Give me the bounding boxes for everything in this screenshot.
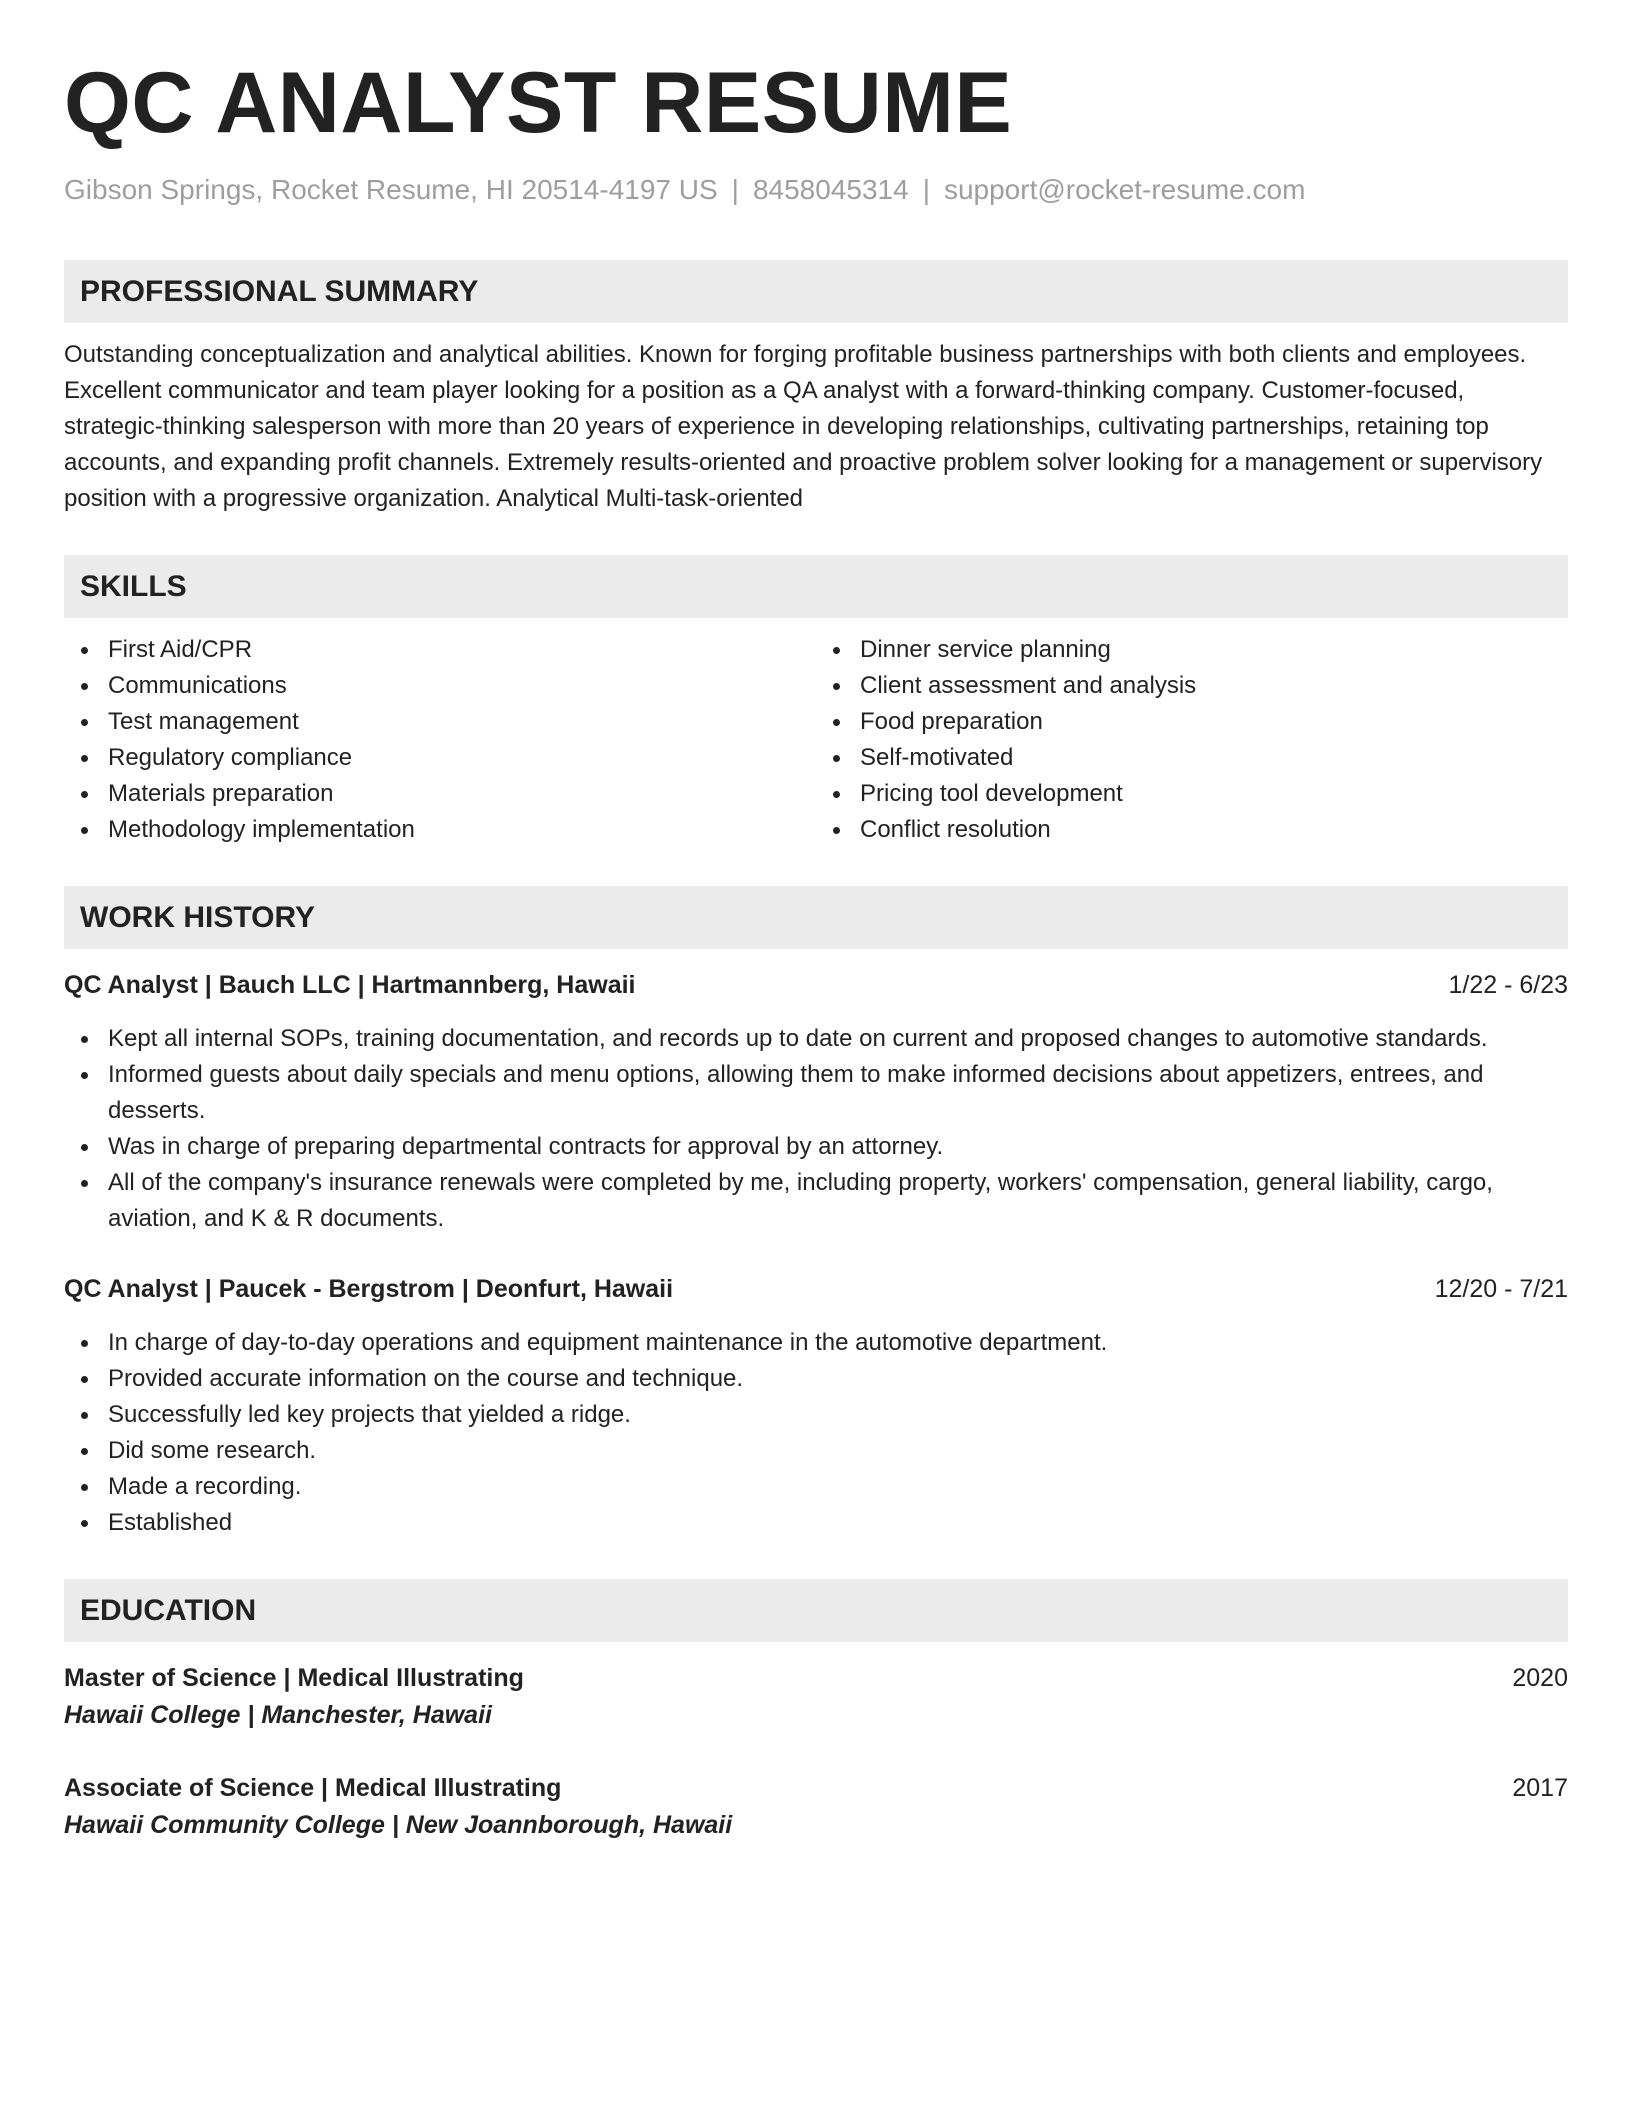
job-header: [64, 1271, 1568, 1307]
education-year: 2020: [1512, 1664, 1568, 1692]
skill-item: First Aid/CPR: [64, 632, 816, 668]
contact-email: support@rocket-resume.com: [943, 174, 1306, 205]
education-degree: Associate of Science | Medical Illustrating: [64, 1774, 562, 1802]
section-heading-summary: PROFESSIONAL SUMMARY: [64, 260, 1568, 323]
job-duty: In charge of day-to-day operations and equipment maintenance in the automotive department.: [64, 1325, 1568, 1361]
job-duty: Provided accurate information on the course and technique.: [64, 1361, 1568, 1397]
job-duty: Kept all internal SOPs, training documentation, and records up to date on current and proposed changes to automotive standards.: [64, 1021, 1568, 1057]
job-duty: Made a recording.: [64, 1469, 1568, 1505]
education-entry: [64, 1660, 1568, 1734]
job-title: QC Analyst | Paucek - Bergstrom | Deonfurt, Hawaii: [64, 1275, 674, 1303]
skill-item: Methodology implementation: [64, 812, 816, 848]
job-entry: [64, 1271, 1568, 1541]
skill-item: Materials preparation: [64, 776, 816, 812]
skill-item: Self-motivated: [816, 740, 1568, 776]
education-degree: Master of Science | Medical Illustrating: [64, 1664, 524, 1692]
contact-address: Gibson Springs, Rocket Resume, HI 20514-4197 US: [64, 174, 718, 205]
job-header: [64, 967, 1568, 1003]
section-heading-skills: SKILLS: [64, 555, 1568, 618]
job-duties: [64, 1325, 1568, 1541]
skill-item: Communications: [64, 668, 816, 704]
contact-separator: |: [731, 174, 739, 205]
skill-item: Client assessment and analysis: [816, 668, 1568, 704]
job-duty: Established: [64, 1505, 1568, 1541]
contact-phone: 8458045314: [752, 174, 909, 205]
education-header: [64, 1660, 1568, 1696]
job-dates: 12/20 - 7/21: [1434, 1275, 1568, 1303]
skill-item: Regulatory compliance: [64, 740, 816, 776]
resume-title: QC ANALYST RESUME: [64, 55, 1013, 151]
education-school: Hawaii College | Manchester, Hawaii: [64, 1701, 492, 1729]
summary-text: Outstanding conceptualization and analytical abilities. Known for forging profitable business partnerships with both clients and employees. Excellent communicator and team player looking for a position as a QA analyst with a forward-thinking company. Customer-focused, strategic-thinking salesperson with more than 20 years of experience in developing relationships, cultivating partnerships, retaining top accounts, and expanding profit channels. Extremely results-oriented and proactive problem solver looking for a management or supervisory position with a progressive organization. Analytical Multi-task-oriented: [64, 341, 1543, 512]
skill-item: Food preparation: [816, 704, 1568, 740]
job-dates: 1/22 - 6/23: [1448, 971, 1568, 999]
job-duty: All of the company's insurance renewals were completed by me, including property, workers' compensation, general liability, cargo, aviation, and K & R documents.: [64, 1165, 1568, 1237]
education-school: Hawaii Community College | New Joannborough, Hawaii: [64, 1811, 733, 1839]
job-duty: Was in charge of preparing departmental contracts for approval by an attorney.: [64, 1129, 1568, 1165]
skill-item: Pricing tool development: [816, 776, 1568, 812]
job-entry: [64, 967, 1568, 1237]
skill-item: Test management: [64, 704, 816, 740]
section-heading-work-history: WORK HISTORY: [64, 886, 1568, 949]
skills-list: [64, 632, 1568, 848]
skills-column-right: [816, 632, 1568, 848]
education-entry: [64, 1770, 1568, 1844]
contact-line: [64, 172, 1568, 208]
job-duty: Successfully led key projects that yielded a ridge.: [64, 1397, 1568, 1433]
contact-separator: |: [922, 174, 930, 205]
skills-column-left: [64, 632, 816, 848]
section-heading-education: EDUCATION: [64, 1579, 1568, 1642]
job-duty: Informed guests about daily specials and menu options, allowing them to make informed decisions about appetizers, entrees, and desserts.: [64, 1057, 1568, 1129]
skill-item: Dinner service planning: [816, 632, 1568, 668]
job-duties: [64, 1021, 1568, 1237]
education-year: 2017: [1512, 1774, 1568, 1802]
job-duty: Did some research.: [64, 1433, 1568, 1469]
job-title: QC Analyst | Bauch LLC | Hartmannberg, Hawaii: [64, 971, 636, 999]
skill-item: Conflict resolution: [816, 812, 1568, 848]
education-header: [64, 1770, 1568, 1806]
